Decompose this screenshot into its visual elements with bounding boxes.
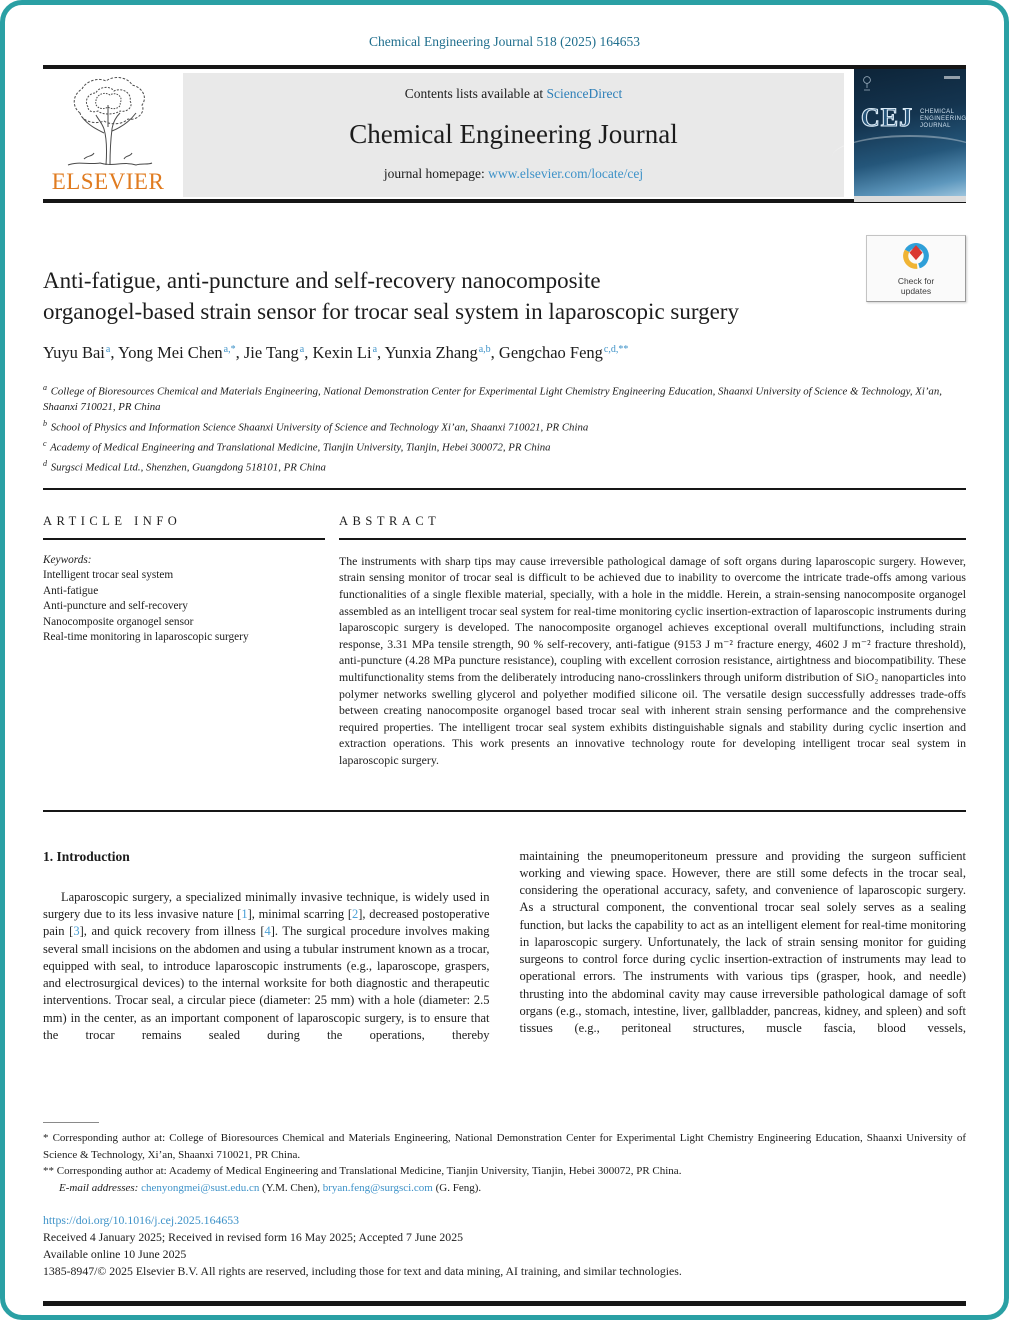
intro-right-paragraph: maintaining the pneumoperitoneum pressure and providing the surgeon sufficient working and viewing space. However, there are still some defects in the trocar seal, considering the operational accuracy, safety, and convenience of laparoscopic surgery. As a structural component, the conventional trocar seal solely serves as a sealing function, but lacks the capability to act as an intelligent element for real-time monitoring in laparoscopic surgery. Unfortunately, the lack of strain sensing monitor for guiding surgeons to control force during cyclic insertion-extraction of instruments may lead to operational errors. The instruments with various tips (grasper, hook, and needle) thrusting into the abdominal cavity may cause irreversible pathological damage of soft organs (e.g., stomach, intestine, liver, gallbladder, pancreas, kidney, and spleen) and soft tissues (e.g., peritoneal structures, muscle fascia, blood vessels, (519, 848, 966, 1035)
citation-ref[interactable]: 1 (241, 907, 248, 922)
author-name: Yong Mei Chen (117, 343, 223, 362)
email-link[interactable]: bryan.feng@surgsci.com (322, 1181, 433, 1194)
copyright-line: 1385-8947/© 2025 Elsevier B.V. All rights are reserved, including those for text and data mining, AI training, and similar technologies. (43, 1264, 682, 1278)
affiliation-line: $^c$ Academy of Medical Engineering and Translational Medicine, Tianjin University, Tianjin, Hebei 300072, PR China (43, 438, 551, 454)
citation-ref[interactable]: 4 (264, 924, 271, 939)
elsevier-wordmark: ELSEVIER (51, 169, 165, 194)
keywords-label: Keywords: (43, 553, 92, 566)
keyword-item: Anti-fatigue (43, 584, 99, 597)
affiliations-block (43, 380, 966, 476)
corresponding-author-note-1: * Corresponding author at: College of Bioresources Chemical and Materials Engineering, National Demonstration Center for Experimental Light Chemistry Engineering Education, Shaanxi University of Science & Technology, Xi’an, Shaanxi 710021, PR China. (43, 1132, 966, 1161)
abstract-text: The instruments with sharp tips may cause irreversible pathological damage of soft organs during laparoscopic surgery. However, strain sensing monitor of trocar seal is difficult to be achieved due to inability to overcome the intricate trade-offs among various functionalities of a single flexible material, specially, with a hole in the middle. Herein, a strain-sensing nanocomposite organogel assembled as an intelligent trocar seal system for real-time monitoring cyclic insertion-extraction of laparoscopic instruments during laparoscopic surgery is developed. The nanocomposite organogel achieves exceptional overall multifunctions, including strain response, 3.31 MPa tensile strength, 90 % self-recovery, anti-fatigue (9153 J m⁻² fracture energy, 4602 J m⁻² fracture threshold), anti-puncture (4.28 MPa puncture resistance), coupling with excellent corrosion resistance, airtightness and biocompatibility. These multifunctionality stems from the deliberately introducing nano-crosslinkers through uniform distribution of SiO₂ nanoparticles into polymer networks swelling glycerol and polyether modified silicone oil. The versatile design successfully addresses trade-offs between creating nanocomposite organogel based trocar seal with inherent strain sensing performance and the comprehensive required properties. The intelligent trocar seal system exhibits distinguishable signals and stability during cyclic insertion and extraction operations. This work presents an innovative technology route for developing intelligent trocar seal system in laparoscopic surgery. (339, 553, 966, 767)
author-name: Gengchao Feng (498, 343, 603, 362)
keywords-list (43, 568, 325, 646)
author-affiliation-sup[interactable]: a (299, 343, 305, 355)
keyword-item: Intelligent trocar seal system (43, 569, 174, 582)
citation-ref[interactable]: 2 (352, 907, 359, 922)
footer-rule (43, 1301, 966, 1306)
author-affiliation-sup[interactable]: a (105, 343, 111, 355)
homepage-line (384, 166, 643, 182)
affiliation-line: $^a$ College of Bioresources Chemical and Materials Engineering, National Demonstration Center for Experimental Light Chemistry Engineering Education, Shaanxi University of Science & Technology, Xi’an, Shaanxi 710021, PR China (43, 383, 942, 414)
intro-right-column (520, 848, 967, 1120)
author-affiliation-sup[interactable]: a,b (478, 343, 491, 355)
journal-homepage-link[interactable]: www.elsevier.com/locate/cej (488, 166, 644, 181)
article-title (43, 265, 966, 327)
elsevier-logo (43, 73, 173, 197)
keyword-item: Real-time monitoring in laparoscopic surgery (43, 631, 249, 644)
corresponding-author-note-2: ** Corresponding author at: Academy of Medical Engineering and Translational Medicine, Tianjin University, Tianjin, Hebei 300072, PR China. (43, 1165, 682, 1177)
abstract-rule (339, 538, 966, 540)
intro-left-paragraph: Laparoscopic surgery, a specialized minimally invasive technique, is widely used in surgery due to its less invasive nature [1], minimal scarring [2], decreased postoperative pain [3], and quick recovery from illness [4]. The surgical procedure involves making several small incisions on the abdomen and using a tubular instrument known as a trocar, equipped with seal, to introduce laparoscopic instruments (e.g., laparoscope, graspers, and electrosurgical devices) to the internal worksite for both diagnostic and therapeutic interventions. Trocar seal, a circular piece (diameter: 25 mm) with a hole (diameter: 2.5 mm) in the center, as an important component of laparoscopic surgery, is to ensure that the trocar remains sealed during the operations, thereby (43, 890, 490, 1042)
divider-above-info (43, 488, 966, 490)
keywords-block (43, 553, 325, 646)
contents-line (405, 86, 622, 102)
divider-below-abstract (43, 810, 966, 812)
author-name: Yunxia Zhang (384, 343, 478, 362)
journal-citation: Chemical Engineering Journal 518 (2025) 164653 (368, 34, 641, 49)
author-name: Kexin Li (312, 343, 372, 362)
badge-line2: updates (900, 285, 932, 296)
contents-prefix: Contents lists available at (404, 86, 547, 101)
check-updates-label (869, 277, 963, 296)
masthead-center-panel (183, 73, 844, 197)
cover-elsevier-mini-logo (861, 75, 873, 91)
cover-swoosh-graphic (832, 135, 988, 197)
cover-subtitle: CHEMICAL ENGINEERING JOURNAL (920, 109, 967, 129)
crossmark-icon (901, 240, 931, 270)
homepage-prefix: journal homepage: (383, 166, 489, 181)
article-title-line1: Anti-fatigue, anti-puncture and self-recovery nanocomposite (43, 268, 601, 293)
affiliation-line: $^d$ Surgsci Medical Ltd., Shenzhen, Guangdong 518101, PR China (43, 458, 326, 474)
header-rule-top (43, 65, 966, 69)
journal-name: Chemical Engineering Journal (349, 118, 678, 149)
abstract-heading: ABSTRACT (339, 513, 441, 528)
introduction-heading: 1. Introduction (43, 848, 130, 864)
article-info-rule (43, 538, 325, 540)
author-affiliation-sup[interactable]: a (372, 343, 378, 355)
keyword-item: Nanocomposite organogel sensor (43, 615, 194, 628)
article-info-heading: ARTICLE INFO (43, 513, 182, 528)
authors-line: Yuyu Bai$^a$, Yong Mei Chen$^{a,*}$, Jie Tang$^a$, Kexin Li$^a$, Yunxia Zhang$^{a,b}$, Gengchao Feng$^{c,d,**}$ (43, 343, 629, 362)
abstract-column (339, 514, 966, 794)
author-affiliation-sup[interactable]: a,* (223, 343, 236, 355)
badge-line1: Check for (897, 276, 935, 286)
article-info-column (43, 514, 325, 794)
masthead (43, 73, 966, 197)
available-online: Available online 10 June 2025 (43, 1247, 187, 1261)
elsevier-tree-icon (62, 73, 154, 169)
intro-left-column (43, 848, 490, 1120)
cej-cover-thumbnail (854, 69, 966, 202)
received-dates: Received 4 January 2025; Received in revised form 16 May 2025; Accepted 7 June 2025 (43, 1230, 463, 1244)
doi-link[interactable]: https://doi.org/10.1016/j.cej.2025.164653 (43, 1213, 240, 1227)
cej-cover-art (854, 69, 966, 202)
author-affiliation-sup[interactable]: c,d,** (603, 343, 629, 355)
cover-volume-text (944, 76, 960, 79)
keyword-item: Anti-puncture and self-recovery (43, 600, 188, 613)
emphasis-label: E-mail addresses: (59, 1181, 139, 1194)
footnote-rule (43, 1122, 99, 1123)
info-abstract-section (43, 514, 966, 794)
cover-acronym: CEJ (861, 103, 914, 132)
article-title-line2: organogel-based strain sensor for trocar seal system in laparoscopic surgery (43, 299, 739, 324)
author-name: Jie Tang (243, 343, 299, 362)
article-footer (43, 1212, 966, 1280)
sciencedirect-link[interactable]: ScienceDirect (546, 86, 623, 101)
citation-ref[interactable]: 3 (73, 924, 80, 939)
footnotes-block (43, 1122, 966, 1196)
affiliation-line: $^b$ School of Physics and Information Science Shaanxi University of Science and Technology Xi’an, Shaanxi 710021, PR China (43, 418, 589, 434)
introduction-section (43, 848, 966, 1120)
email-link[interactable]: chenyongmei@sust.edu.cn (141, 1181, 260, 1194)
author-name: Yuyu Bai (43, 343, 105, 362)
email-addresses-line: E-mail addresses: chenyongmei@sust.edu.cn (Y.M. Chen), bryan.feng@surgsci.com (G. Feng). (59, 1181, 482, 1194)
check-for-updates-badge[interactable] (866, 235, 966, 302)
article-head (43, 265, 966, 476)
header-rule-bottom (43, 199, 966, 203)
